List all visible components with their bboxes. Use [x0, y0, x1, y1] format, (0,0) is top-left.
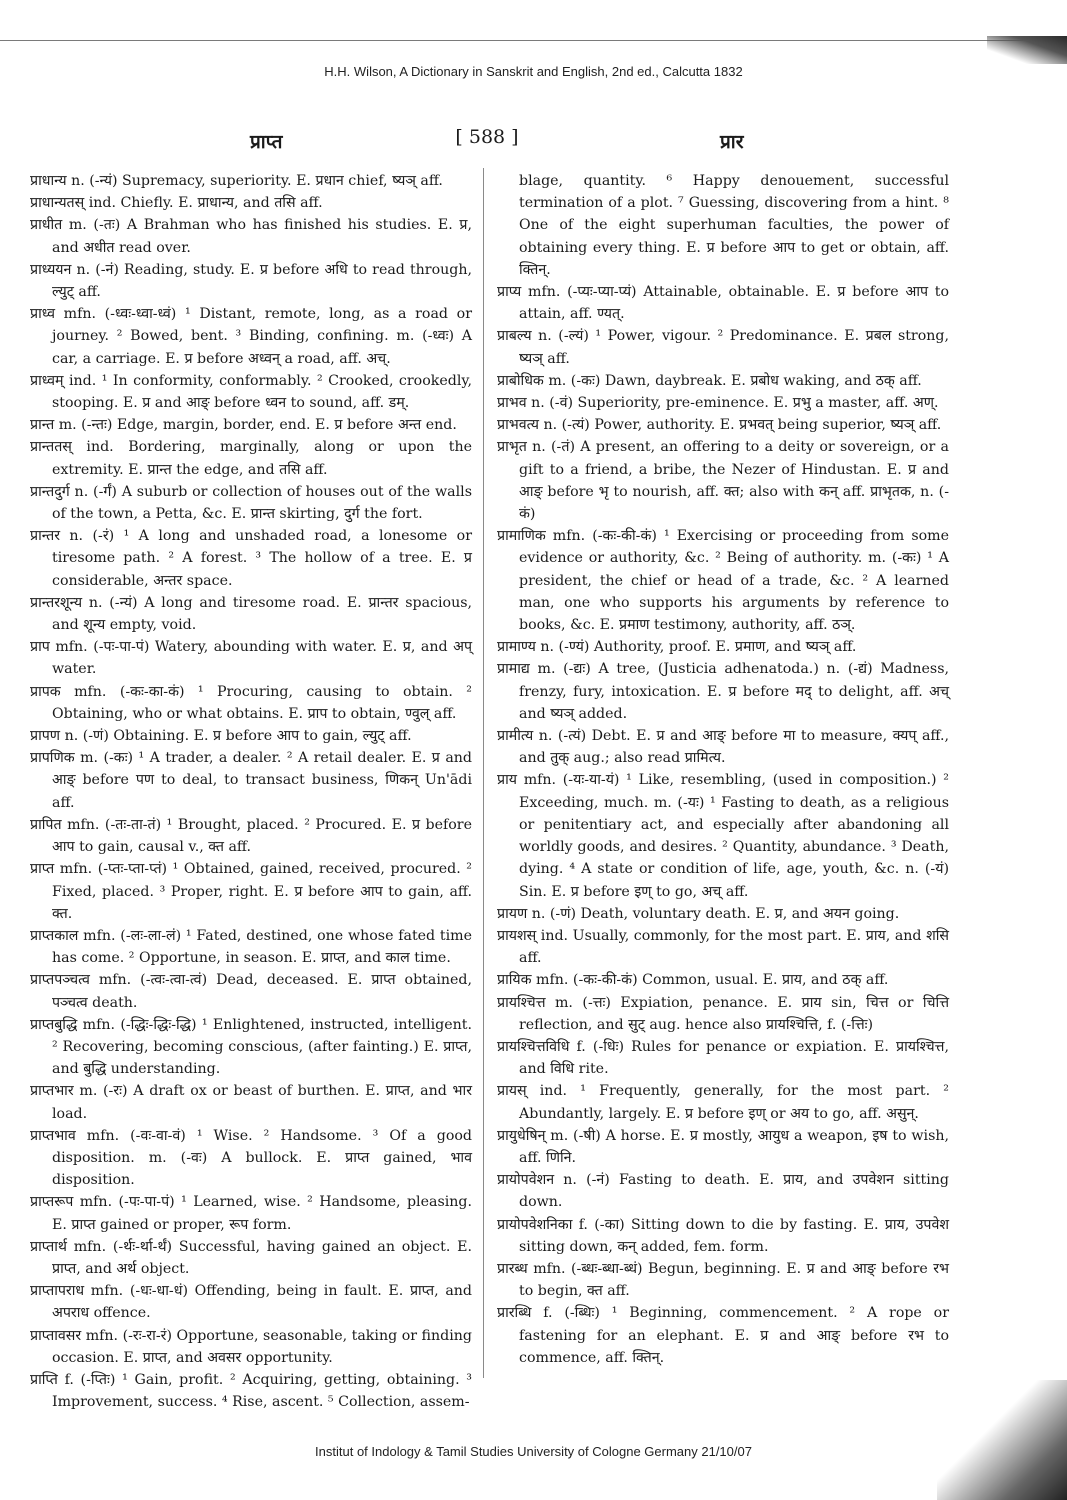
dictionary-entry: प्रापक mfn. (-कः-का-कं) ¹ Procuring, causing to obtain. ² Obtaining, who or what obtains. E. प्राप to obtain, ण्वुल् aff. — [30, 683, 472, 722]
dictionary-entry: प्रान्त m. (-न्तः) Edge, margin, border, end. E. प्र before अन्त end. — [30, 417, 457, 434]
dictionary-entry: प्राप्तापराध mfn. (-धः-धा-धं) Offending, being in fault. E. प्राप्त, and अपराध offence. — [30, 1283, 472, 1322]
dictionary-entry: प्राभव n. (-वं) Superiority, pre-eminence. E. प्रभु a master, aff. अण्. — [497, 395, 939, 412]
dictionary-entry: प्रायोपवेशन n. (-नं) Fasting to death. E. प्राय, and उपवेशन sitting down. — [497, 1172, 949, 1211]
dictionary-entry: प्रामाण्य n. (-ण्यं) Authority, proof. E. प्रमाण, and ष्यञ् aff. — [497, 639, 857, 656]
right-column — [497, 170, 949, 1369]
dictionary-entry: प्रामाद्य m. (-द्यः) A tree, (Justicia adhenatoda.) n. (-द्यं) Madness, frenzy, fury, intoxication. E. प्र before मद् to delight, aff. अच् and ष्यञ् added. — [497, 661, 949, 722]
dictionary-entry: प्राधान्य n. (-न्यं) Supremacy, superiority. E. प्रधान chief, ष्यञ् aff. — [30, 173, 443, 189]
dictionary-entry: प्राप्तरूप mfn. (-पः-पा-पं) ¹ Learned, wise. ² Handsome, pleasing. E. प्राप्त gained or proper, रूप form. — [30, 1194, 472, 1233]
dictionary-entry: प्राप्तभार m. (-रः) A draft ox or beast of burthen. E. प्राप्त, and भार load. — [30, 1083, 472, 1122]
scan-top-edge — [0, 40, 1067, 49]
dictionary-entry: प्रायस् ind. ¹ Frequently, generally, for the most part. ² Abundantly, largely. E. प्र before इण् or अय to go, aff. असुन्. — [497, 1083, 949, 1122]
running-head-left: प्राप्त — [250, 131, 283, 153]
scan-shadow-top-right — [987, 36, 1067, 64]
dictionary-entry: प्राप्तबुद्धि mfn. (-द्धिः-द्धिः-द्धि) ¹ Enlightened, instructed, intelligent. ² Recovering, becoming conscious, (after fainting.) E. प्राप्त, and बुद्धि understanding. — [30, 1016, 472, 1078]
dictionary-entry: प्रान्तर n. (-रं) ¹ A long and unshaded road, a lonesome or tiresome path. ² A forest. ³ The hollow of a tree. E. प्र considerable, अन्तर space. — [30, 528, 472, 589]
dictionary-entry: प्रामीत्य n. (-त्यं) Debt. E. प्र and आङ् before मा to measure, क्यप् aff., and तुक् aug.; also read प्रामित्य. — [497, 728, 949, 767]
dictionary-entry: प्राभृत n. (-तं) A present, an offering to a deity or sovereign, or a gift to a friend, a bribe, the Nezer of Hindustan. E. प्र and आङ् before भृ to nourish, aff. क्त; also with कन् aff. प्राभृतक, n. (-कं) — [497, 439, 949, 523]
dictionary-entry: प्रापणिक m. (-कः) ¹ A trader, a dealer. ² A retail dealer. E. प्र and आङ् before पण to deal, to transact business, णिकन् Un'ādi aff. — [30, 750, 472, 811]
dictionary-entry: प्रारब्ध mfn. (-ब्धः-ब्धा-ब्धं) Begun, beginning. E. प्र and आङ् before रभ to begin, क्त aff. — [497, 1260, 949, 1300]
dictionary-entry: प्राप्त mfn. (-प्तः-प्ता-प्तं) ¹ Obtained, gained, received, procured. ² Fixed, placed. ³ Proper, right. E. प्र before आप to gain, aff. क्त. — [30, 861, 472, 922]
dictionary-entry: प्राप्तार्थ mfn. (-र्थः-र्था-र्थं) Successful, having gained an object. E. प्राप्त, and अर्थ object. — [30, 1238, 472, 1277]
dictionary-entry: प्राप्ति f. (-प्तिः) ¹ Gain, profit. ² Acquiring, getting, obtaining. ³ Improvement, success. ⁴ Rise, ascent. ⁵ Collection, assem- — [30, 1371, 472, 1411]
dictionary-entry: प्रापण n. (-णं) Obtaining. E. प्र before आप to gain, ल्युट् aff. — [30, 728, 412, 745]
dictionary-entry: प्राध्ययन n. (-नं) Reading, study. E. प्र before अधि to read through, ल्युट् aff. — [30, 261, 472, 301]
dictionary-entry: प्राप्तभाव mfn. (-वः-वा-वं) ¹ Wise. ² Handsome. ³ Of a good disposition. m. (-वः) A bullock. E. प्राप्त gained, भाव disposition. — [30, 1127, 472, 1189]
dictionary-entry: प्रायशस् ind. Usually, commonly, for the most part. E. प्राय, and शसि aff. — [497, 927, 949, 967]
running-head-right: प्रार — [720, 131, 744, 153]
dictionary-entry: प्राप्तपञ्चत्व mfn. (-त्वः-त्वा-त्वं) Dead, deceased. E. प्राप्त obtained, पञ्चत्व death. — [30, 972, 472, 1011]
dictionary-entry: प्राप mfn. (-पः-पा-पं) Watery, abounding with water. E. प्र, and अप् water. — [30, 639, 472, 678]
dictionary-entry: प्राप्तावसर mfn. (-रः-रा-रं) Opportune, seasonable, taking or finding occasion. E. प्राप्त, and अवसर opportunity. — [30, 1327, 472, 1366]
dictionary-entry: प्रान्तदुर्ग n. (-र्गं) A suburb or collection of houses out of the walls of the town, a Petta, &c. E. प्रान्त skirting, दुर्ग the fort. — [30, 483, 472, 523]
dictionary-entry: प्रायश्चित्तविधि f. (-धिः) Rules for penance or expiation. E. प्रायश्चित्त, and विधि rite. — [497, 1038, 949, 1078]
dictionary-entry: प्रायण n. (-णं) Death, voluntary death. E. प्र, and अयन going. — [497, 905, 900, 922]
dictionary-entry: प्रारब्धि f. (-ब्धिः) ¹ Beginning, commencement. ² A rope or fastening for an elephant. E. प्र and आङ् before रभ to commence, aff. क्तिन्. — [497, 1305, 949, 1366]
dictionary-entry: प्रायिक mfn. (-कः-की-कं) Common, usual. E. प्राय, and ठक् aff. — [497, 972, 889, 989]
dictionary-entry: प्रामाणिक mfn. (-कः-की-कं) ¹ Exercising or proceeding from some evidence or authority, &c. ² Being of authority. m. (-कः) ¹ A president, the chief or head of a trade, &c. ² A learned man, one who supports his arguments by reference to books, &c. E. प्रमाण testimony, authority, aff. ठञ्. — [497, 528, 949, 634]
left-column — [30, 170, 472, 1413]
dictionary-entry: प्रान्ततस् ind. Bordering, marginally, along or upon the extremity. E. प्रान्त the edge, and तसि aff. — [30, 439, 472, 478]
dictionary-entry: प्राबल्य n. (-ल्यं) ¹ Power, vigour. ² Predominance. E. प्रबल strong, ष्यञ् aff. — [497, 328, 949, 367]
dictionary-entry: प्राभवत्य n. (-त्यं) Power, authority. E. प्रभवत् being superior, ष्यञ् aff. — [497, 417, 942, 434]
dictionary-entry: प्राध्वम् ind. ¹ In conformity, conformably. ² Crooked, crookedly, stooping. E. प्र and आङ् before ध्वन to sound, aff. डम्. — [30, 372, 472, 412]
archive-credit: Institut of Indology & Tamil Studies University of Cologne Germany 21/10/07 — [315, 1444, 752, 1459]
dictionary-entry-continued: blage, quantity. ⁶ Happy denouement, successful termination of a plot. ⁷ Guessing, discovering from a hint. ⁸ One of the eight superhuman faculties, the power of obtaining every thing. E. प्र before आप to get or obtain, aff. क्तिन्. — [519, 173, 949, 278]
dictionary-entry: प्रान्तरशून्य n. (-न्यं) A long and tiresome road. E. प्रान्तर spacious, and शून्य empty, void. — [30, 594, 472, 634]
dictionary-entry: प्राधीत m. (-तः) A Brahman who has finished his studies. E. प्र, and अधीत read over. — [30, 217, 472, 256]
dictionary-entry: प्राबोधिक m. (-कः) Dawn, daybreak. E. प्रबोध waking, and ठक् aff. — [497, 372, 922, 389]
dictionary-entry: प्राप्य mfn. (-प्यः-प्या-प्यं) Attainable, obtainable. E. प्र before आप to attain, aff. ण्यत्. — [497, 284, 949, 323]
dictionary-entry: प्रायोपवेशनिका f. (-का) Sitting down to die by fasting. E. प्राय, उपवेश sitting down, कन् added, fem. form. — [497, 1216, 949, 1255]
dictionary-entry: प्रायुधेषिन् m. (-षी) A horse. E. प्र mostly, आयुध a weapon, इष to wish, aff. णिनि. — [497, 1127, 949, 1166]
dictionary-entry: प्राधान्यतस् ind. Chiefly. E. प्राधान्य, and तसि aff. — [30, 195, 323, 212]
column-divider — [483, 168, 484, 1378]
dictionary-entry: प्रापित mfn. (-तः-ता-तं) ¹ Brought, placed. ² Procured. E. प्र before आप to gain, causal v., क्त aff. — [30, 816, 472, 856]
source-citation: H.H. Wilson, A Dictionary in Sanskrit and English, 2nd ed., Calcutta 1832 — [324, 64, 743, 79]
page-number: [ 588 ] — [455, 126, 519, 148]
dictionary-entry: प्राध्व mfn. (-ध्वः-ध्वा-ध्वं) ¹ Distant, remote, long, as a road or journey. ² Bowed, bent. ³ Binding, confining. m. (-ध्वः) A car, a carriage. E. प्र before अध्वन् a road, aff. अच्. — [30, 306, 472, 367]
dictionary-entry: प्राय mfn. (-यः-या-यं) ¹ Like, resembling, (used in composition.) ² Exceeding, much. m. (-यः) ¹ Fasting to death, as a religious or penitentiary act, and especially after abandoning all worldly goods, and desires. ² Quantity, abundance. ³ Death, dying. ⁴ A state or condition of life, age, youth, &c. n. (-यं) Sin. E. प्र before इण् to go, अच् aff. — [497, 772, 949, 900]
dictionary-entry: प्राप्तकाल mfn. (-लः-ला-लं) ¹ Fated, destined, one whose fated time has come. ² Opportune, in season. E. प्राप्त, and काल time. — [30, 927, 472, 967]
dictionary-entry: प्रायश्चित्त m. (-त्तः) Expiation, penance. E. प्राय sin, चित्त or चित्ति reflection, and सुट् aug. hence also प्रायश्चित्ति, f. (-त्तिः) — [497, 994, 949, 1033]
scan-shadow-bottom-right — [937, 1380, 1067, 1500]
